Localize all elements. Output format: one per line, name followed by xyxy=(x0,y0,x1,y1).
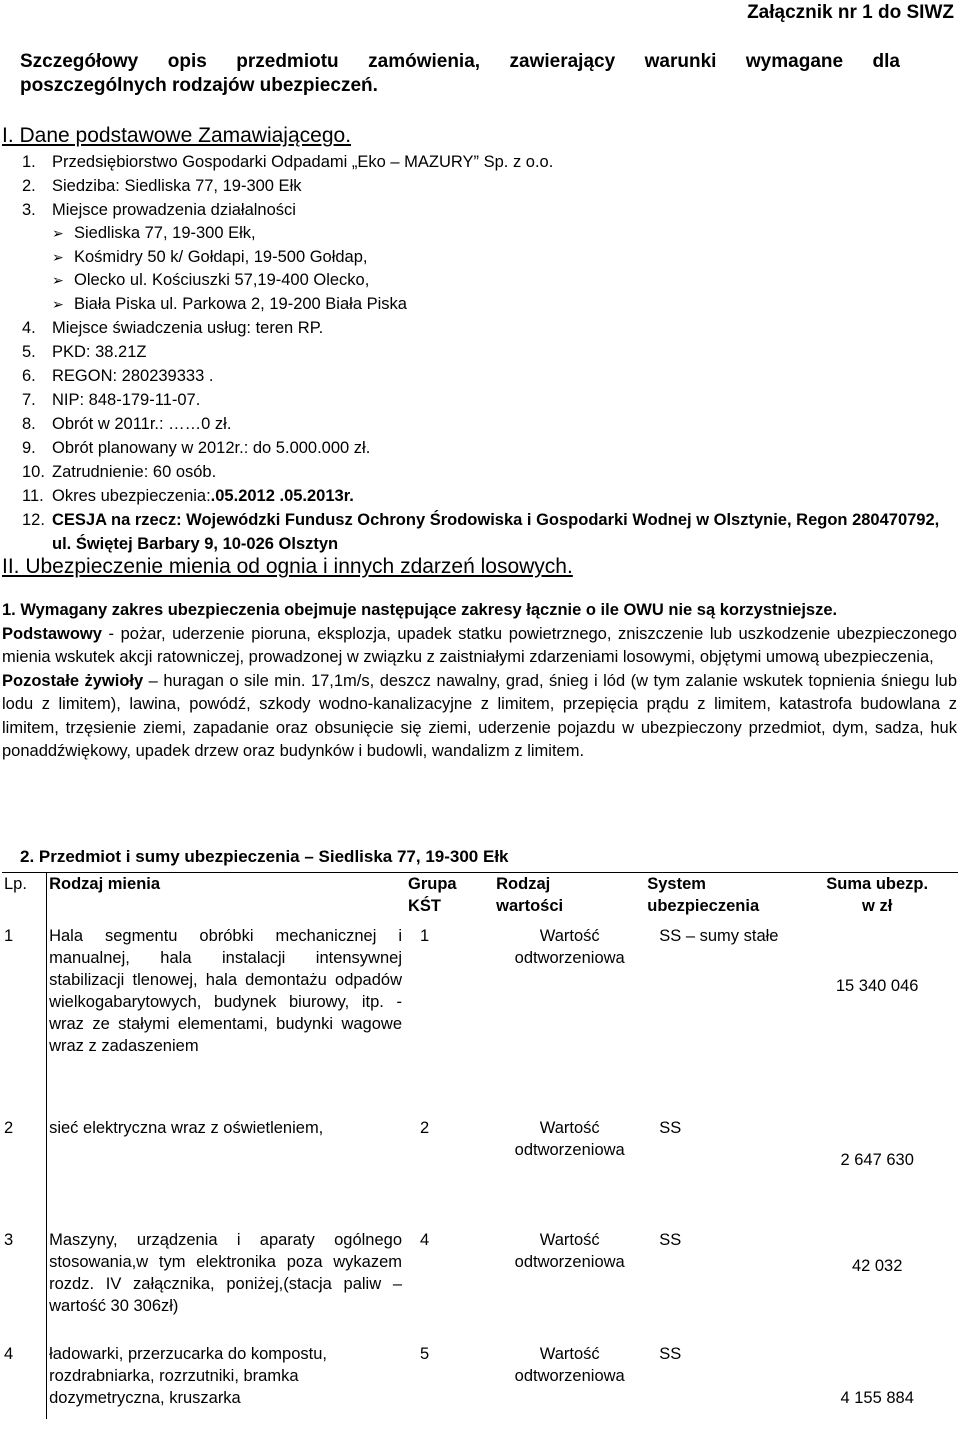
intro-line-2: poszczególnych rodzajów ubezpieczeń. xyxy=(20,75,378,96)
bullet-item xyxy=(52,222,952,246)
bullet-item xyxy=(52,246,952,270)
item-number: 1. xyxy=(22,153,36,171)
table-header-row xyxy=(2,873,958,918)
cell-lp: 4 xyxy=(4,1345,14,1363)
list-item xyxy=(22,198,952,222)
table-row xyxy=(2,1113,958,1225)
list-item xyxy=(22,484,952,508)
list-item xyxy=(22,340,952,364)
cell-sum: 15 340 046 xyxy=(835,977,919,995)
item-text: Miejsce prowadzenia działalności xyxy=(52,201,296,219)
section-1-title: I. Dane podstawowe Zamawiającego. xyxy=(2,124,352,147)
cell-name: Hala segmentu obróbki mechanicznej i manualnej, hala instalacji intensywnej stabilizacji tlenowej, hala demontażu odpadów wielkogabarytowych, budynek biurowy, itp. - wraz ze stałymi elementami, budynki wagowe wraz z zadaszeniem xyxy=(47,917,406,1113)
cell-name: sieć elektryczna wraz z oświetleniem, xyxy=(47,1113,406,1225)
header-name: Rodzaj mienia xyxy=(47,873,406,918)
cell-lp: 1 xyxy=(4,927,14,945)
item-number: 5. xyxy=(22,343,36,361)
bullet-text: Kośmidry 50 k/ Gołdapi, 19-500 Gołdap, xyxy=(74,247,368,266)
cell-lp: 2 xyxy=(4,1119,14,1137)
basic-label: Podstawowy xyxy=(2,624,102,643)
cell-group: 2 xyxy=(420,1119,430,1137)
list-item xyxy=(22,150,952,174)
cell-system: SS xyxy=(659,1119,682,1137)
item-text: PKD: 38.21Z xyxy=(52,343,147,361)
other-elements-text: – huragan o sile min. 17,1m/s, deszcz nawalny, grad, śnieg i lód (w tym zalanie wskutek topnienia śniegu lub lodu z limitem), lawina, powódź, szkody wodno-kanalizacyjne z limitem, przepięcia prądu z limitem, katastrofa budowlana z limitem, trzęsienie ziemi, zapadanie oraz obsunięcie się ziemi, uderzenie pojazdu w ubezpieczony przedmiot, dym, sadza, huk ponaddźwiękowy, upadek drzew oraz budynków i budowli, wandalizm z limitem. xyxy=(2,671,958,760)
section-1-list xyxy=(22,150,952,556)
arrow-bullet-icon: ➢ xyxy=(52,225,64,241)
cell-system: SS xyxy=(659,1231,682,1249)
intro-heading xyxy=(20,50,900,98)
other-elements-label: Pozostałe żywioły xyxy=(2,671,144,690)
list-item xyxy=(22,174,952,198)
insurance-period-value: .05.2012 .05.2013r. xyxy=(210,487,354,505)
item-text: Obrót w 2011r.: ……0 zł. xyxy=(52,415,232,433)
item-number: 3. xyxy=(22,201,36,219)
item-text: Obrót planowany w 2012r.: do 5.000.000 zł. xyxy=(52,439,371,457)
coverage-paragraphs xyxy=(2,599,957,764)
cell-group: 1 xyxy=(420,927,430,945)
header-lp: Lp. xyxy=(2,873,47,918)
list-item xyxy=(22,412,952,436)
cell-value-type: Wartość odtworzeniowa xyxy=(514,1345,625,1385)
list-item xyxy=(22,460,952,484)
item-text: Siedziba: Siedliska 77, 19-300 Ełk xyxy=(52,177,302,195)
list-item xyxy=(22,364,952,388)
subject-heading: 2. Przedmiot i sumy ubezpieczenia – Siedliska 77, 19-300 Ełk xyxy=(20,847,509,866)
cell-sum: 42 032 xyxy=(851,1257,903,1275)
cell-system: SS xyxy=(659,1345,682,1363)
item-text: Miejsce świadczenia usług: teren RP. xyxy=(52,319,324,337)
item-number: 8. xyxy=(22,415,36,433)
cession-text: CESJA na rzecz: Wojewódzki Fundusz Ochrony Środowiska i Gospodarki Wodnej w Olsztynie, Regon 280470792, ul. Świętej Barbary 9, 10-026 Olsztyn xyxy=(52,511,940,553)
cell-group: 4 xyxy=(420,1231,430,1249)
bullet-text: Biała Piska ul. Parkowa 2, 19-200 Biała Piska xyxy=(74,294,407,313)
item-text: REGON: 280239333 . xyxy=(52,367,214,385)
item-number: 9. xyxy=(22,439,36,457)
cell-value-type: Wartość odtworzeniowa xyxy=(514,927,625,967)
item-text: Zatrudnienie: 60 osób. xyxy=(52,463,217,481)
header-system: System ubezpieczenia xyxy=(645,873,796,918)
table-row xyxy=(2,1339,958,1419)
insurance-items-table xyxy=(2,872,958,1419)
item-number: 12. xyxy=(22,511,45,529)
cell-name: ładowarki, przerzucarka do kompostu, rozdrabniarka, rozrzutniki, bramka dozymetryczna, kruszarka xyxy=(47,1339,406,1419)
section-2-title: II. Ubezpieczenie mienia od ognia i innych zdarzeń losowych. xyxy=(2,555,573,578)
intro-line-1: Szczegółowy opis przedmiotu zamówienia, zawierający warunki wymagane dla xyxy=(20,51,900,72)
item-number: 10. xyxy=(22,463,45,481)
table-row xyxy=(2,1225,958,1339)
basic-text: - pożar, uderzenie pioruna, eksplozja, upadek statku powietrznego, zniszczenie lub uszkodzenie ubezpieczonego mienia wskutek akcji ratowniczej, prowadzonej w związku z zaistniałymi zdarzeniami losowymi, objętymi umową ubezpieczenia, xyxy=(2,624,957,666)
cell-lp: 3 xyxy=(4,1231,14,1249)
item-number: 7. xyxy=(22,391,36,409)
item-number: 11. xyxy=(22,487,44,505)
cell-name: Maszyny, urządzenia i aparaty ogólnego stosowania,w tym elektronika poza wykazem rozdz. IV załącznika, poniżej,(stacja paliw – wartość 30 306zł) xyxy=(47,1225,406,1339)
item-text: Przedsiębiorstwo Gospodarki Odpadami „Eko – MAZURY” Sp. z o.o. xyxy=(52,153,554,171)
bullet-item xyxy=(52,269,952,293)
cell-group: 5 xyxy=(420,1345,430,1363)
cell-value-type: Wartość odtworzeniowa xyxy=(514,1231,625,1271)
arrow-bullet-icon: ➢ xyxy=(52,248,64,265)
annex-label: Załącznik nr 1 do SIWZ xyxy=(747,2,954,23)
cell-sum: 2 647 630 xyxy=(840,1151,914,1169)
item-number: 4. xyxy=(22,319,36,337)
bullet-item xyxy=(52,293,952,317)
list-item xyxy=(22,316,952,340)
basic-coverage-paragraph xyxy=(2,623,957,670)
item-number: 6. xyxy=(22,367,36,385)
list-item xyxy=(22,436,952,460)
bullet-text: Olecko ul. Kościuszki 57,19-400 Olecko, xyxy=(74,271,370,289)
coverage-scope-paragraph: 1. Wymagany zakres ubezpieczenia obejmuje następujące zakresy łącznie o ile OWU nie są korzystniejsze. xyxy=(2,601,838,619)
item-text: NIP: 848-179-11-07. xyxy=(52,391,201,409)
cell-system: SS – sumy stałe xyxy=(659,927,779,945)
item-number: 2. xyxy=(22,177,36,195)
header-value-type: Rodzaj wartości xyxy=(494,873,645,918)
list-item xyxy=(22,388,952,412)
table-row xyxy=(2,917,958,1113)
cell-value-type: Wartość odtworzeniowa xyxy=(514,1119,625,1159)
header-group: Grupa KŚT xyxy=(406,873,494,918)
arrow-bullet-icon: ➢ xyxy=(52,295,64,312)
header-sum: Suma ubezp. w zł xyxy=(796,873,958,918)
item-text: Okres ubezpieczenia: xyxy=(52,487,211,505)
arrow-bullet-icon: ➢ xyxy=(52,272,64,288)
bullet-text: Siedliska 77, 19-300 Ełk, xyxy=(74,224,256,242)
location-bullets xyxy=(52,222,952,316)
other-elements-paragraph xyxy=(2,670,957,764)
list-item xyxy=(22,508,952,556)
cell-sum: 4 155 884 xyxy=(840,1389,914,1407)
